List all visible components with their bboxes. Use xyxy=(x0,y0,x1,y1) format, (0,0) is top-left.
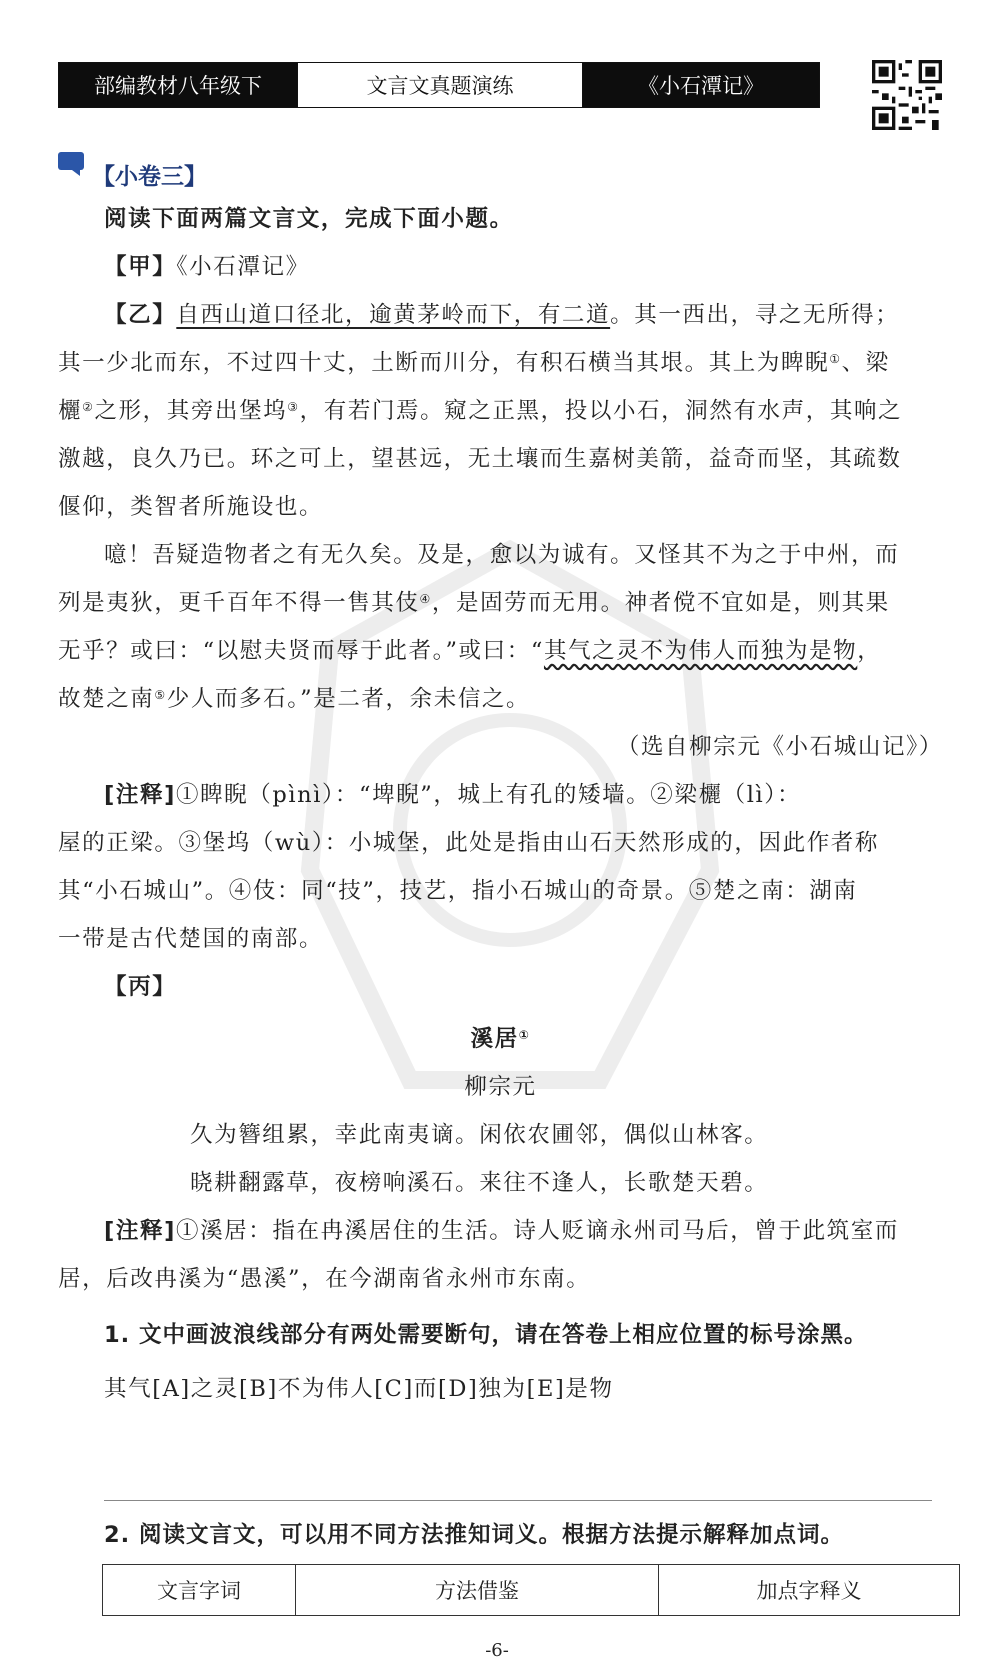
notes-line: 一带是古代楚国的南部。 xyxy=(58,926,324,952)
passage-yi-line xyxy=(58,634,943,668)
divider xyxy=(104,1500,932,1501)
header-grade: 部编教材八年级下 xyxy=(59,63,297,107)
passage-yi-line: 偃仰，类智者所施设也。 xyxy=(58,494,324,520)
underlined-sentence: 自西山道口径北，逾黄茅岭而下，有二道 xyxy=(176,302,611,328)
footnote-marker: ④ xyxy=(419,592,432,606)
table-header-row xyxy=(103,1565,960,1616)
text-span: 之形，其旁出堡坞 xyxy=(94,398,288,424)
watermark-seal xyxy=(300,540,720,1100)
wavy-underlined-sentence: 其气之灵不为伟人而独为是物 xyxy=(543,638,858,664)
qr-code-icon xyxy=(872,60,942,130)
passage-yi-line xyxy=(104,298,989,332)
table-header-cell: 方法借鉴 xyxy=(296,1565,659,1616)
instructions: 阅读下面两篇文言文，完成下面小题。 xyxy=(104,206,514,232)
notes-label: [注释] xyxy=(104,1218,176,1244)
poem-verse: 久为簪组累，幸此南夷谪。闲依农圃邻，偶似山林客。 xyxy=(190,1122,769,1148)
footnote-marker: ⑤ xyxy=(154,688,167,702)
footnote-marker: ① xyxy=(829,352,842,366)
text-span: 欐 xyxy=(58,398,83,424)
text-span: ①睥睨（pìnì）：“埤睨”，城上有孔的矮墙。②梁欐（lì）： xyxy=(175,782,802,808)
passage-source: （选自柳宗元《小石城山记》） xyxy=(616,734,943,760)
text-span: ，是固劳而无用。神者傥不宜如是，则其果 xyxy=(431,590,890,616)
poem-author: 柳宗元 xyxy=(464,1074,537,1100)
text-span: 故楚之南 xyxy=(58,686,155,712)
header-topic: 文言文真题演练 xyxy=(297,63,583,107)
passage-bing-label: 【丙】 xyxy=(104,974,177,1000)
passage-jia-label: 【甲】 xyxy=(104,254,177,280)
text-span: ， xyxy=(857,638,882,664)
table-header-cell: 文言字词 xyxy=(103,1565,296,1616)
passage-yi-line: 激越，良久乃已。环之可上，望甚远，无土壤而生嘉树美箭，益奇而坚，其疏数 xyxy=(58,446,902,472)
text-span: 溪居 xyxy=(470,1026,519,1052)
text-span: 少人而多石。”是二者，余未信之。 xyxy=(166,686,531,712)
text-span: 无乎？或曰：“以慰夫贤而辱于此者。”或曰：“ xyxy=(58,638,544,664)
footnote-marker: ① xyxy=(518,1028,531,1042)
footnote-marker: ② xyxy=(82,400,95,414)
notes-line: 其“小石城山”。④伎：同“技”，技艺，指小石城山的奇景。⑤楚之南：湖南 xyxy=(58,878,858,904)
section-title: 【小卷三】 xyxy=(92,164,207,190)
chat-bubble-icon xyxy=(58,152,84,176)
text-span: 。其一西出，寻之无所得； xyxy=(610,302,900,328)
poem-title xyxy=(58,1022,943,1056)
passage-yi-label: 【乙】 xyxy=(104,302,177,328)
method-table xyxy=(102,1564,960,1616)
page-number: -6- xyxy=(485,1640,509,1661)
question-1-answer-options: 其气[A]之灵[B]不为伟人[C]而[D]独为[E]是物 xyxy=(104,1376,614,1402)
question-1: 1. 文中画波浪线部分有两处需要断句，请在答卷上相应位置的标号涂黑。 xyxy=(104,1322,868,1348)
passage-yi-line xyxy=(58,682,943,716)
text-span: 列是夷狄，更千百年不得一售其伎 xyxy=(58,590,420,616)
passage-jia-heading xyxy=(104,250,989,284)
text-span: ①溪居：指在冉溪居住的生活。诗人贬谪永州司马后，曾于此筑室而 xyxy=(175,1218,899,1244)
table-header-cell: 加点字释义 xyxy=(659,1565,960,1616)
text-span: 其一少北而东，不过四十丈，土断而川分，有积石横当其垠。其上为睥睨 xyxy=(58,350,830,376)
notes-line xyxy=(104,1214,943,1248)
passage-yi-line xyxy=(58,346,943,380)
text-span: 、梁 xyxy=(841,350,890,376)
poem-verse: 晓耕翻露草，夜榜响溪石。来往不逢人，长歌楚天碧。 xyxy=(190,1170,769,1196)
notes-label: [注释] xyxy=(104,782,176,808)
passage-yi-line: 噫！吾疑造物者之有无久矣。及是，愈以为诚有。又怪其不为之于中州，而 xyxy=(104,542,900,568)
notes-line: 屋的正梁。③堡坞（wù）：小城堡，此处是指由山石天然形成的，因此作者称 xyxy=(58,830,880,856)
notes-line: 居，后改冉溪为“愚溪”，在今湖南省永州市东南。 xyxy=(58,1266,591,1292)
notes-line xyxy=(104,778,943,812)
question-2: 2. 阅读文言文，可以用不同方法推知词义。根据方法提示解释加点词。 xyxy=(104,1522,845,1548)
text-span: ，有若门焉。窥之正黑，投以小石，洞然有水声，其响之 xyxy=(299,398,903,424)
header-bar xyxy=(58,62,820,108)
header-article: 《小石潭记》 xyxy=(583,63,819,107)
passage-jia-title: 《小石潭记》 xyxy=(176,254,310,280)
passage-yi-line xyxy=(58,586,943,620)
footnote-marker: ③ xyxy=(287,400,300,414)
passage-yi-line xyxy=(58,394,943,428)
